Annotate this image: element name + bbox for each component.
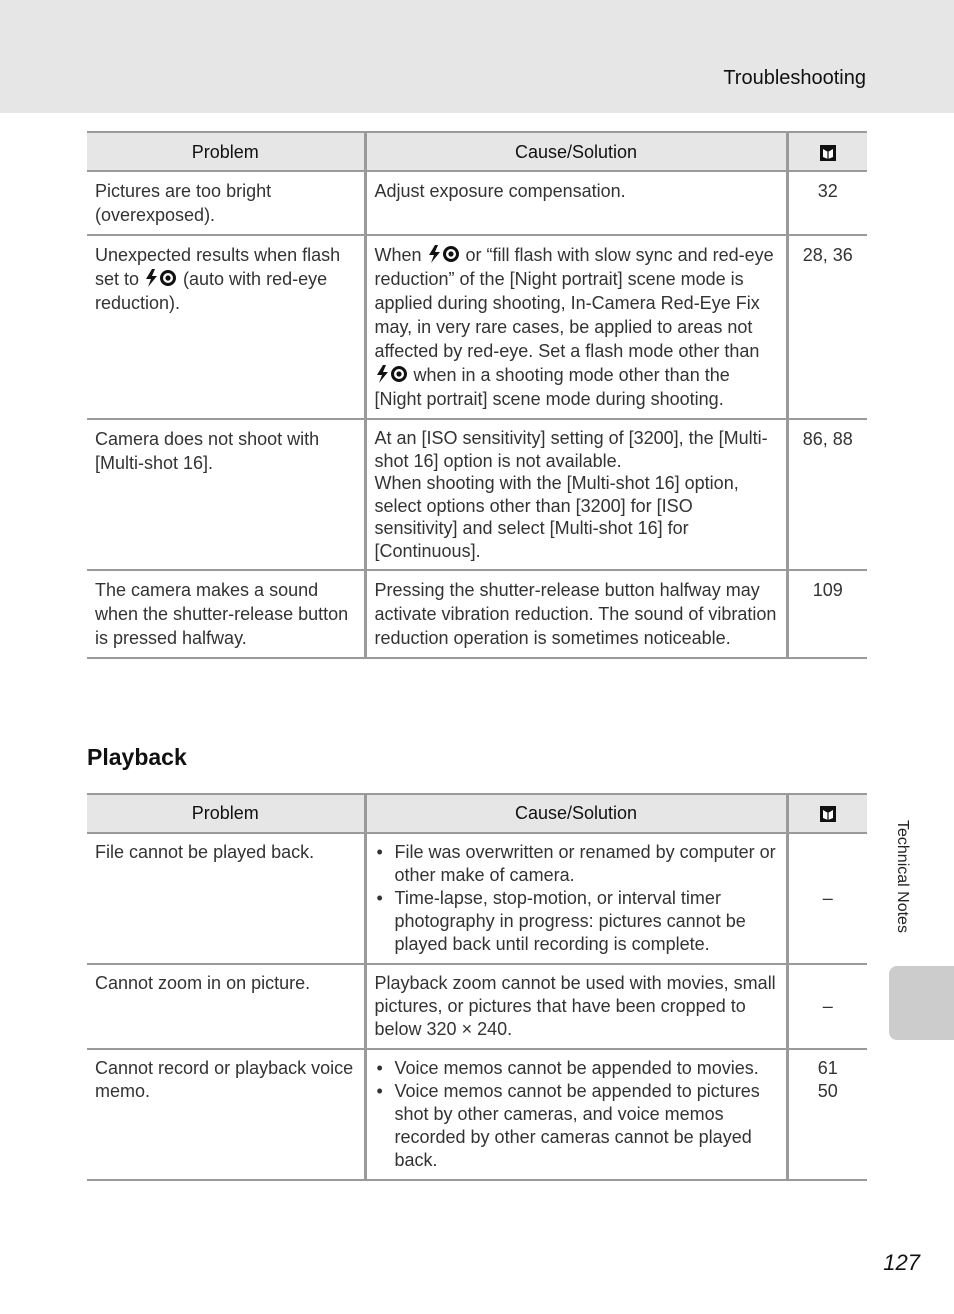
problem-cell: Pictures are too bright (overexposed). xyxy=(87,171,365,235)
list-item: • Time-lapse, stop-motion, or interval timer photography in progress: pictures cannot be played back until recording is complete. xyxy=(375,887,778,956)
header-band xyxy=(0,0,954,113)
reference-column-header xyxy=(787,794,867,833)
table-row xyxy=(87,1049,867,1180)
book-icon xyxy=(819,144,837,162)
problem-cell: Cannot record or playback voice memo. xyxy=(87,1049,365,1180)
header-title: Troubleshooting xyxy=(723,67,866,89)
problem-cell: Cannot zoom in on picture. xyxy=(87,964,365,1049)
reference-cell: 109 xyxy=(787,570,867,658)
table-row xyxy=(87,964,867,1049)
problem-column-header: Problem xyxy=(87,794,365,833)
cause-bullet-list xyxy=(375,841,778,956)
problem-text: Unexpected results when flash set to xyxy=(95,245,341,289)
table-row xyxy=(87,235,867,419)
section-title-playback: Playback xyxy=(87,744,187,770)
table-row xyxy=(87,833,867,964)
reference-cell: 32 xyxy=(787,171,867,235)
reference-cell: 86, 88 xyxy=(787,419,867,570)
cause-text: When xyxy=(374,245,427,265)
cause-text: or “fill flash with slow sync and red-eye reduction” of the [Night portrait] scene mode is applied during shooting, In-Camera Red-Eye Fix may, in very rare cases, be applied to areas not affected by red-eye. Set a flash mode other than xyxy=(374,245,774,361)
cause-text: when in a shooting mode other than the [Night portrait] scene mode during shooting. xyxy=(374,365,730,409)
table-header-row xyxy=(87,132,867,171)
cause-cell: Playback zoom cannot be used with movies, small pictures, or pictures that have been cropped to below 320 × 240. xyxy=(365,964,787,1049)
reference-cell: 28, 36 xyxy=(787,235,867,419)
auto-red-eye-flash-icon xyxy=(375,364,409,384)
cause-cell: Pressing the shutter-release button halfway may activate vibration reduction. The sound of vibration reduction operation is sometimes noticeable. xyxy=(365,570,787,658)
book-icon xyxy=(819,805,837,823)
problem-cell xyxy=(87,235,365,419)
reference-column-header xyxy=(787,132,867,171)
auto-red-eye-flash-icon xyxy=(427,244,461,264)
cause-text: When shooting with the [Multi-shot 16] option, select options other than [3200] for [ISO sensitivity] and select [Multi-shot 16] for [Continuous]. xyxy=(374,473,739,561)
list-item: • File was overwritten or renamed by computer or other make of camera. xyxy=(375,841,778,887)
problem-text: (auto with red-eye reduction). xyxy=(95,269,328,313)
side-tab-label: Technical Notes xyxy=(894,820,911,933)
reference-cell: – xyxy=(787,833,867,964)
problem-cell: The camera makes a sound when the shutter-release button is pressed halfway. xyxy=(87,570,365,658)
auto-red-eye-flash-icon xyxy=(144,268,178,288)
side-tab-marker xyxy=(889,966,954,1040)
cause-cell xyxy=(365,833,787,964)
cause-cell: Adjust exposure compensation. xyxy=(365,171,787,235)
cause-cell xyxy=(365,1049,787,1180)
cause-cell xyxy=(365,419,787,570)
table-row xyxy=(87,171,867,235)
list-item: • Voice memos cannot be appended to movies. xyxy=(375,1057,778,1080)
problem-cell: File cannot be played back. xyxy=(87,833,365,964)
cause-column-header: Cause/Solution xyxy=(365,794,787,833)
table-header-row xyxy=(87,794,867,833)
cause-bullet-list xyxy=(375,1057,778,1172)
troubleshooting-table xyxy=(87,131,867,659)
reference-cell: – xyxy=(787,964,867,1049)
cause-text: At an [ISO sensitivity] setting of [3200], the [Multi-shot 16] option is not available. xyxy=(374,428,768,471)
reference-line: 50 xyxy=(817,1081,838,1101)
reference-line: 61 xyxy=(817,1058,838,1078)
problem-column-header: Problem xyxy=(87,132,365,171)
table-row xyxy=(87,419,867,570)
cause-cell xyxy=(365,235,787,419)
playback-table xyxy=(87,793,867,1181)
table-row xyxy=(87,570,867,658)
list-item: • Voice memos cannot be appended to pictures shot by other cameras, and voice memos recorded by other cameras cannot be played back. xyxy=(375,1080,778,1172)
problem-cell: Camera does not shoot with [Multi-shot 16]. xyxy=(87,419,365,570)
cause-column-header: Cause/Solution xyxy=(365,132,787,171)
page-number: 127 xyxy=(883,1250,920,1275)
reference-cell xyxy=(787,1049,867,1180)
